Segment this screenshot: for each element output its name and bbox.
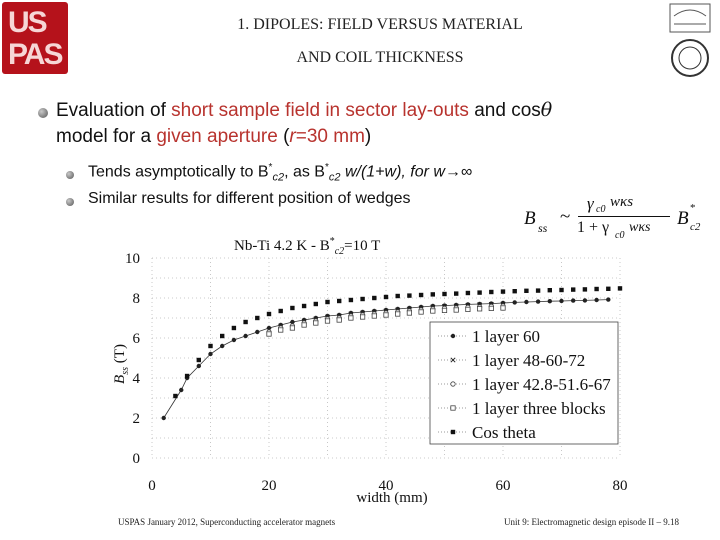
data-point xyxy=(396,294,400,298)
data-point xyxy=(513,300,517,304)
uspas-logo-letters: US xyxy=(8,6,46,39)
data-point xyxy=(255,316,259,320)
data-point xyxy=(419,293,423,297)
legend-marker xyxy=(451,334,455,338)
data-point xyxy=(243,334,247,338)
data-point xyxy=(606,287,610,291)
data-point xyxy=(232,338,236,342)
legend-label: Cos theta xyxy=(472,423,536,442)
x-tick-label: 60 xyxy=(495,478,511,494)
data-point xyxy=(302,323,306,327)
y-tick-label: 0 xyxy=(132,451,140,467)
data-point xyxy=(349,316,353,320)
data-point xyxy=(571,298,575,302)
data-point xyxy=(454,291,458,295)
data-point xyxy=(583,287,587,291)
sub-bullet-wedges: Similar results for different position of wedges xyxy=(88,190,411,207)
data-point xyxy=(407,293,411,297)
data-point xyxy=(501,289,505,293)
uspas-logo-letters-2: PAS xyxy=(8,38,62,71)
data-point xyxy=(173,394,177,398)
data-point xyxy=(384,295,388,299)
x-tick-label: 0 xyxy=(148,478,156,494)
data-point xyxy=(489,306,493,310)
data-point xyxy=(536,299,540,303)
x-tick-label: 40 xyxy=(378,478,394,494)
data-point xyxy=(524,289,528,293)
legend-label: 1 layer 48-60-72 xyxy=(472,351,586,370)
data-point xyxy=(220,344,224,348)
data-point xyxy=(583,298,587,302)
data-point xyxy=(594,298,598,302)
data-point xyxy=(571,287,575,291)
data-point xyxy=(314,302,318,306)
data-point xyxy=(243,320,247,324)
data-point xyxy=(372,296,376,300)
data-point xyxy=(606,297,610,301)
data-point xyxy=(594,287,598,291)
data-point xyxy=(501,306,505,310)
footer-left: USPAS January 2012, Superconducting accelerator magnets xyxy=(118,517,336,527)
data-point xyxy=(372,314,376,318)
svg-text:Bss (T): $B_{ss}$ (T) xyxy=(112,344,131,384)
data-point xyxy=(548,299,552,303)
main-bullet-line1: Evaluation of short sample field in sector lay-outs and cosθ xyxy=(56,99,553,121)
data-point xyxy=(513,289,517,293)
footer-right: Unit 9: Electromagnetic design episode II – 9.18 xyxy=(504,517,679,527)
y-tick-label: 8 xyxy=(132,291,140,307)
data-point xyxy=(559,288,563,292)
legend-label: 1 layer 42.8-51.6-67 xyxy=(472,375,611,394)
data-point xyxy=(279,309,283,313)
y-axis-label xyxy=(112,344,131,384)
data-point xyxy=(419,310,423,314)
data-point xyxy=(220,334,224,338)
data-point xyxy=(290,326,294,330)
data-point xyxy=(232,326,236,330)
data-point xyxy=(559,299,563,303)
data-point xyxy=(524,300,528,304)
legend-marker xyxy=(451,382,455,386)
data-point xyxy=(466,307,470,311)
data-point xyxy=(360,315,364,319)
data-point xyxy=(208,352,212,356)
data-point xyxy=(267,332,271,336)
legend-marker xyxy=(451,430,455,434)
data-point xyxy=(618,286,622,290)
data-point xyxy=(442,308,446,312)
data-point xyxy=(396,312,400,316)
data-point xyxy=(162,416,166,420)
data-point xyxy=(337,299,341,303)
data-point xyxy=(489,290,493,294)
y-tick-label: 4 xyxy=(132,371,140,387)
data-point xyxy=(477,307,481,311)
legend-label: 1 layer 60 xyxy=(472,327,540,346)
x-tick-label: 20 xyxy=(261,478,277,494)
data-point xyxy=(454,308,458,312)
chart-title: Nb-Ti 4.2 $K - B^*_{c2}=10$ T xyxy=(234,236,381,257)
y-tick-label: 10 xyxy=(125,251,140,267)
data-point xyxy=(536,288,540,292)
data-point xyxy=(290,306,294,310)
data-point xyxy=(548,288,552,292)
data-point xyxy=(302,304,306,308)
bss-formula: B ss ~ γ c0 wκs 1 + γ c0 wκs B * c2 xyxy=(524,194,701,241)
y-tick-label: 6 xyxy=(132,331,140,347)
data-point xyxy=(325,319,329,323)
data-point xyxy=(442,292,446,296)
data-point xyxy=(349,298,353,302)
legend-label: 1 layer three blocks xyxy=(472,399,606,418)
data-point xyxy=(197,364,201,368)
x-axis-label: width (mm) xyxy=(356,490,428,506)
y-tick-label: 2 xyxy=(132,411,140,427)
data-point xyxy=(477,290,481,294)
data-point xyxy=(407,311,411,315)
data-point xyxy=(197,358,201,362)
slide-title-line1: 1. DIPOLES: FIELD VERSUS MATERIAL xyxy=(237,16,523,33)
data-point xyxy=(255,330,259,334)
data-point xyxy=(279,328,283,332)
data-point xyxy=(360,297,364,301)
sub-bullet-asymptote: Tends asymptotically to $B^*_{c2}$, as $B^*_{c2}$ w/(1+w), for w→∞ xyxy=(88,162,473,184)
data-point xyxy=(179,388,183,392)
x-tick-label: 80 xyxy=(612,478,628,494)
data-point xyxy=(185,374,189,378)
data-point xyxy=(466,291,470,295)
data-point xyxy=(431,309,435,313)
data-point xyxy=(208,344,212,348)
data-point xyxy=(337,318,341,322)
legend-marker xyxy=(451,406,455,410)
main-bullet-line2: model for a given aperture (r=30 mm) xyxy=(56,126,372,147)
data-point xyxy=(314,321,318,325)
slide-title-line2: AND COIL THICKNESS xyxy=(296,49,464,66)
data-point xyxy=(431,292,435,296)
data-point xyxy=(384,313,388,317)
data-point xyxy=(325,300,329,304)
data-point xyxy=(267,312,271,316)
